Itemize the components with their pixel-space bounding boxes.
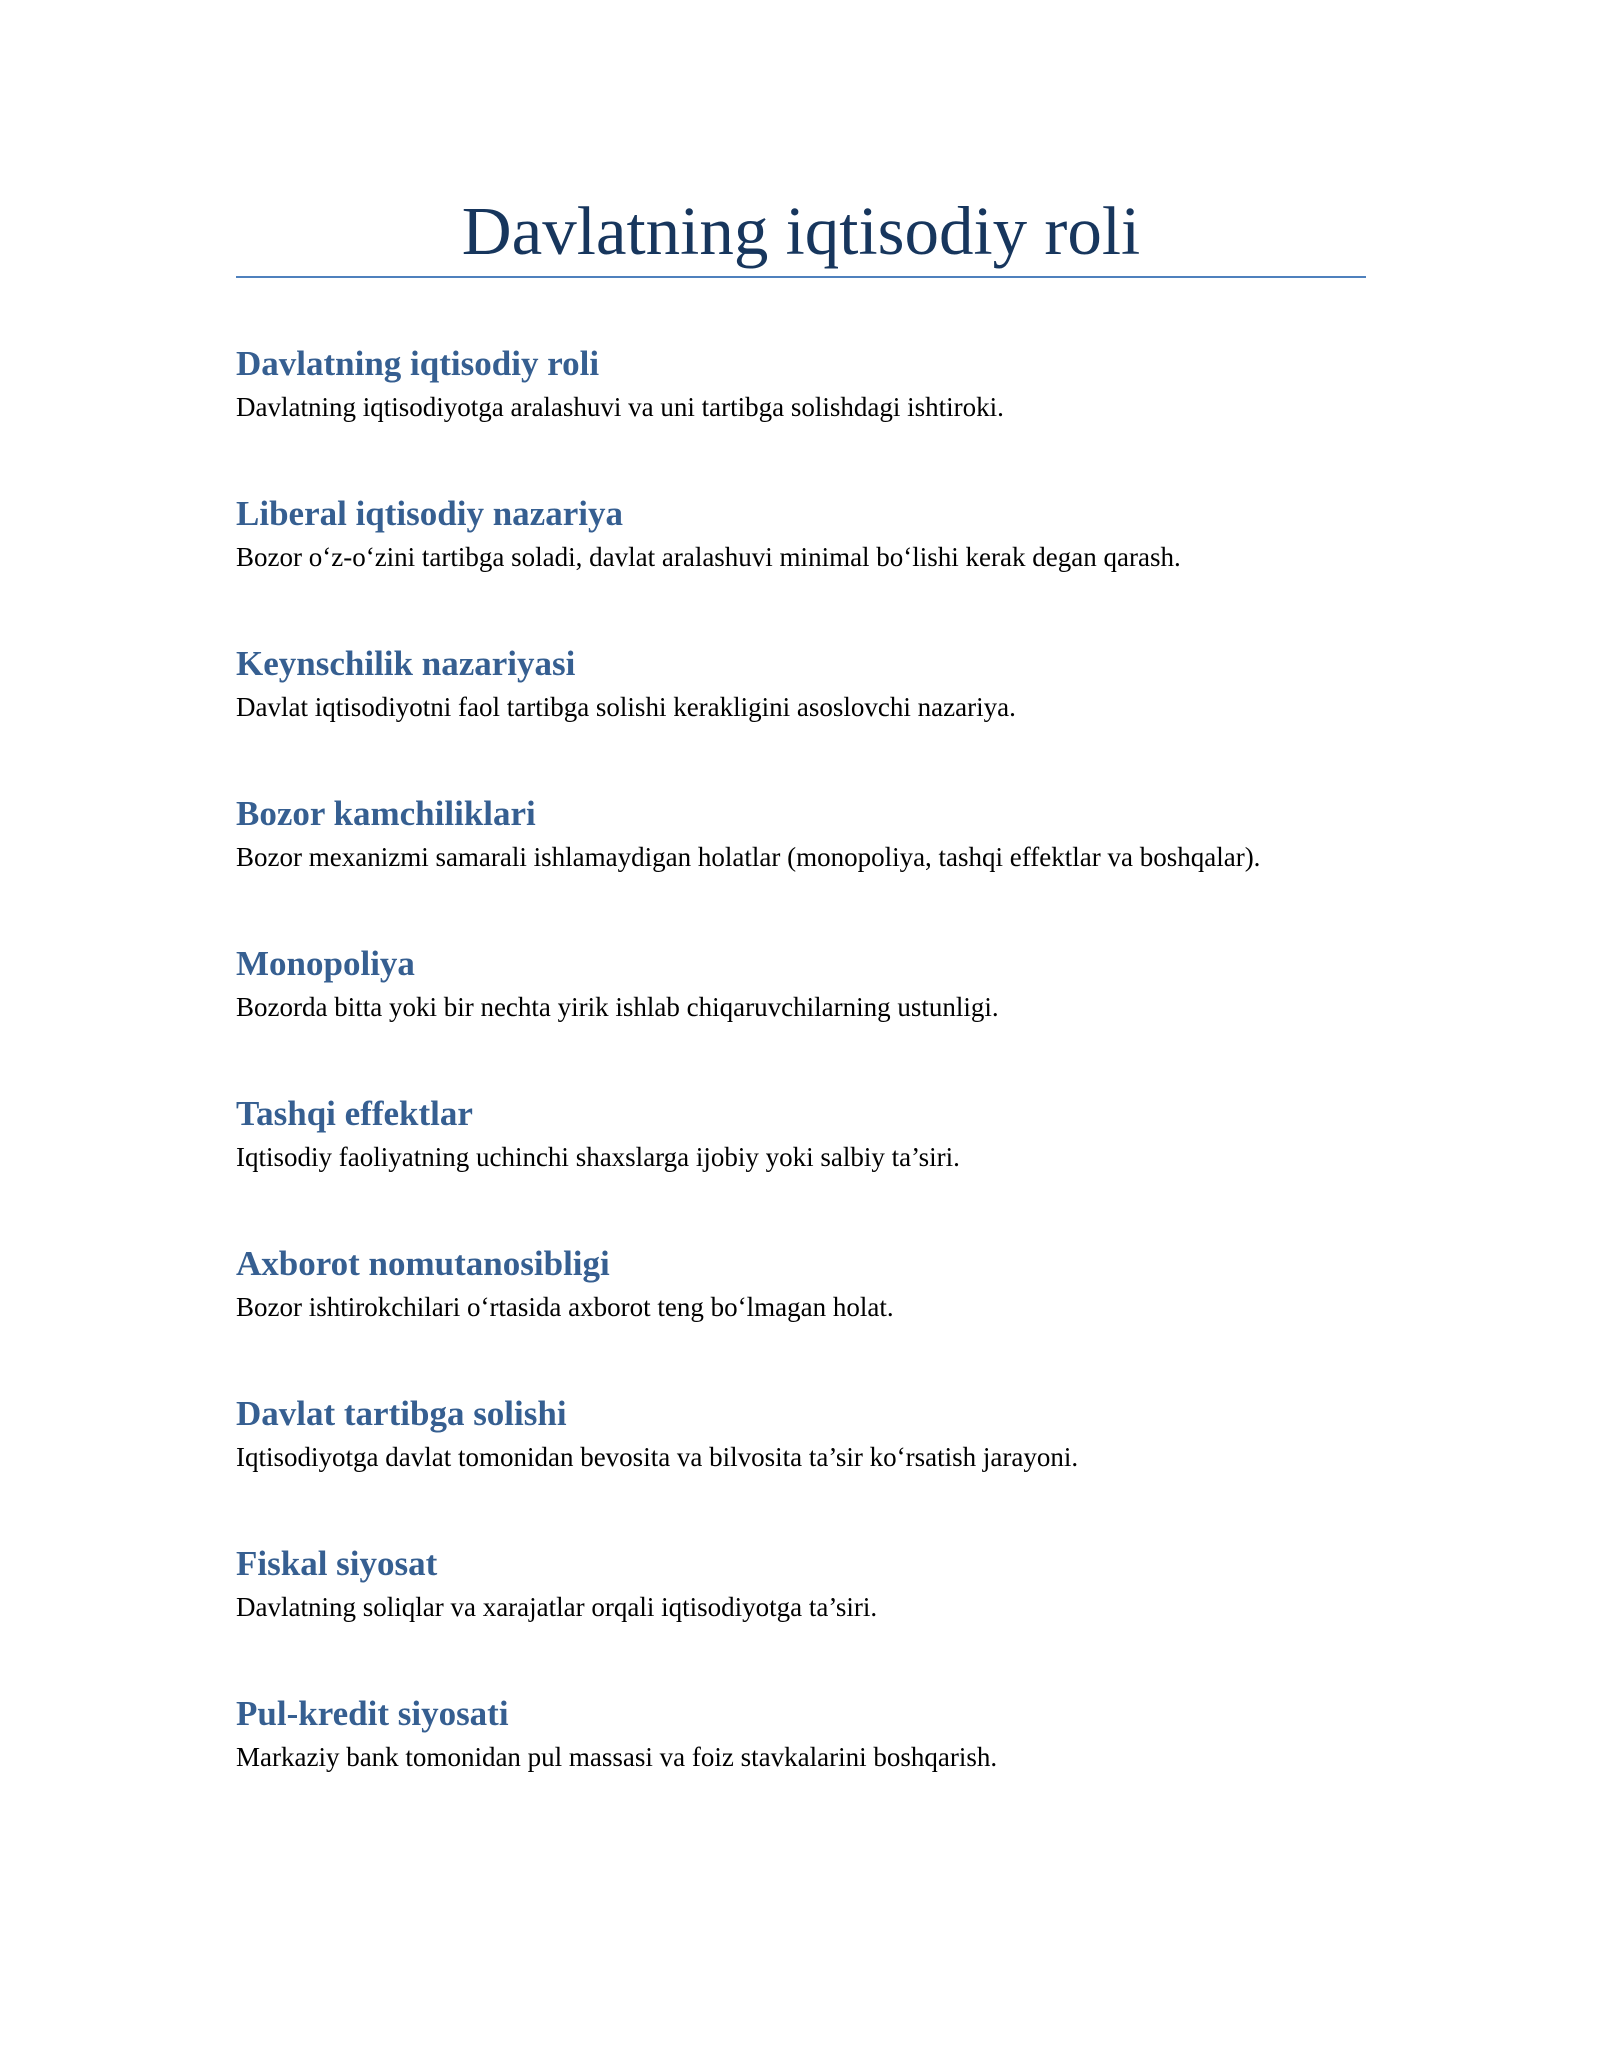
glossary-term: Bozor kamchiliklari xyxy=(236,794,536,833)
glossary-definition: Bozor mexanizmi samarali ishlamaydigan holatlar (monopoliya, tashqi effektlar va boshqalar). xyxy=(236,842,1261,872)
glossary-term: Tashqi effektlar xyxy=(236,1094,473,1133)
glossary-entry xyxy=(236,1540,1366,1690)
glossary-list xyxy=(236,340,1366,1840)
glossary-entry xyxy=(236,640,1366,790)
glossary-definition: Davlatning iqtisodiyotga aralashuvi va uni tartibga solishdagi ishtiroki. xyxy=(236,392,1004,422)
glossary-entry xyxy=(236,340,1366,490)
glossary-definition: Davlatning soliqlar va xarajatlar orqali iqtisodiyotga ta’siri. xyxy=(236,1592,878,1622)
title-underline xyxy=(236,276,1366,278)
glossary-term: Axborot nomutanosibligi xyxy=(236,1244,610,1283)
glossary-definition: Bozor ishtirokchilari o‘rtasida axborot teng bo‘lmagan holat. xyxy=(236,1292,894,1322)
page-title: Davlatning iqtisodiy roli xyxy=(461,193,1141,269)
glossary-term: Fiskal siyosat xyxy=(236,1544,438,1583)
glossary-definition: Bozorda bitta yoki bir nechta yirik ishlab chiqaruvchilarning ustunligi. xyxy=(236,992,999,1022)
glossary-term: Liberal iqtisodiy nazariya xyxy=(236,494,623,533)
glossary-term: Davlatning iqtisodiy roli xyxy=(236,344,600,383)
glossary-definition: Bozor o‘z-o‘zini tartibga soladi, davlat aralashuvi minimal bo‘lishi kerak degan qarash. xyxy=(236,542,1181,572)
glossary-entry xyxy=(236,1090,1366,1240)
glossary-entry xyxy=(236,1390,1366,1540)
glossary-definition: Iqtisodiyotga davlat tomonidan bevosita va bilvosita ta’sir ko‘rsatish jarayoni. xyxy=(236,1442,1079,1472)
glossary-term: Monopoliya xyxy=(236,944,415,983)
glossary-term: Pul-kredit siyosati xyxy=(236,1694,509,1733)
glossary-entry xyxy=(236,490,1366,640)
glossary-entry xyxy=(236,1690,1366,1840)
glossary-definition: Iqtisodiy faoliyatning uchinchi shaxslarga ijobiy yoki salbiy ta’siri. xyxy=(236,1142,960,1172)
glossary-term: Keynschilik nazariyasi xyxy=(236,644,576,683)
glossary-definition: Davlat iqtisodiyotni faol tartibga solishi kerakligini asoslovchi nazariya. xyxy=(236,692,1016,722)
glossary-term: Davlat tartibga solishi xyxy=(236,1394,567,1433)
glossary-entry xyxy=(236,790,1366,940)
glossary-definition: Markaziy bank tomonidan pul massasi va foiz stavkalarini boshqarish. xyxy=(236,1742,998,1772)
glossary-entry xyxy=(236,940,1366,1090)
glossary-entry xyxy=(236,1240,1366,1390)
